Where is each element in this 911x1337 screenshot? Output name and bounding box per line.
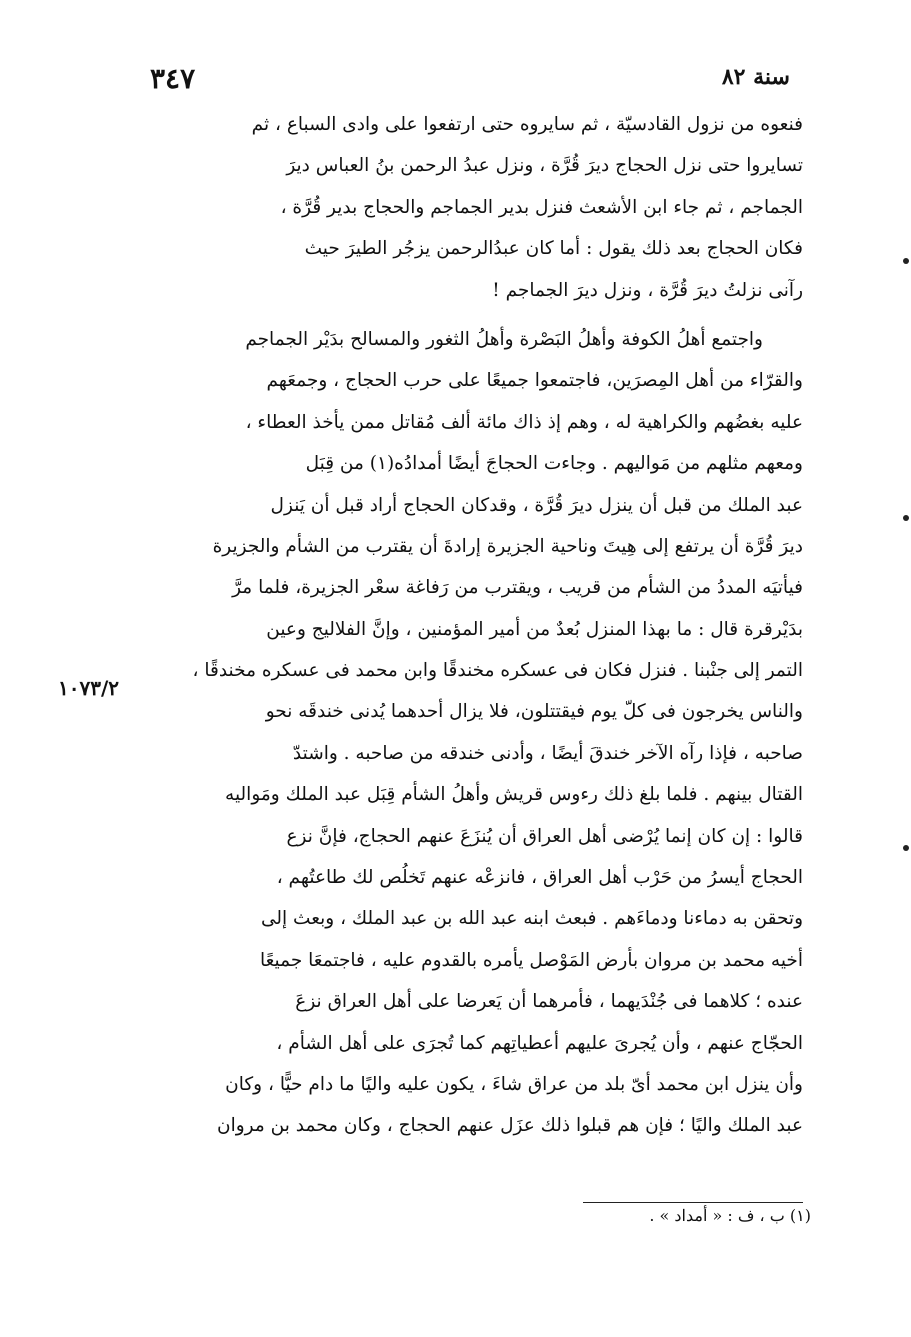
text-line: عبد الملك من قبل أن ينزل ديرَ قُرَّة ، وقدكان الحجاج أراد قبل أن يَنزل — [270, 494, 803, 516]
text-line: قالوا : إن كان إنما يُرْضى أهل العراق أن يُنزَعَ عنهم الحجاج، فإنَّ نزع — [286, 825, 803, 847]
body-text — [153, 104, 803, 1147]
text-line: عنده ؛ كلاهما فى جُنْدَيهما ، فأمرهما أن يَعرضا على أهل العراق نزعَ — [295, 991, 803, 1013]
text-line: فكان الحجاج بعد ذلك يقول : أما كان عبدُالرحمن يزجُر الطيرَ حيث — [304, 238, 803, 260]
text-line: التمر إلى جنْبنا . فنزل فكان فى عسكره مخندقًا وابن محمد فى عسكره مخندقًا ، — [192, 660, 803, 682]
text-line: رآنى نزلتُ ديرَ قُرَّة ، ونزل ديرَ الجماجم ! — [492, 279, 803, 301]
text-line: عليه بغضُهم والكراهية له ، وهم إذ ذاك مائة ألف مُقاتل ممن يأخذ العطاء ، — [245, 411, 803, 433]
text-line: بدَيْرقرة قال : ما بهذا المنزل بُعدٌ من أمير المؤمنين ، وإنَّ الفلاليج وعين — [266, 618, 803, 640]
scan-edge-mark — [903, 258, 909, 264]
text-line: تسايروا حتى نزل الحجاج ديرَ قُرَّة ، ونزل عبدُ الرحمن بنُ العباس ديرَ — [286, 155, 803, 177]
text-line: الجماجم ، ثم جاء ابن الأشعث فنزل بدير الجماجم والحجاج بدير قُرَّة ، — [280, 196, 803, 218]
text-line: وتحقن به دماءنا ودماءَهم . فبعث ابنه عبد الله بن عبد الملك ، وبعث إلى — [260, 908, 803, 930]
text-line: الحجّاج عنهم ، وأن يُجرىَ عليهم أعطياتِهم كما تُجرَى على أهل الشأم ، — [276, 1032, 803, 1054]
footnote: (١) ب ، ف : « أمداد » . — [649, 1206, 811, 1225]
footnote-divider — [583, 1202, 803, 1203]
margin-page-reference: ١٠٧٣/٢ — [58, 676, 120, 700]
text-line: أخيه محمد بن مروان بأرض المَوْصل يأمره بالقدوم عليه ، فاجتمعَا جميعًا — [259, 949, 803, 971]
page-header — [150, 62, 790, 102]
paragraph-2 — [153, 319, 803, 1147]
text-line: والناس يخرجون فى كلّ يوم فيقتتلون، فلا يزال أحدهما يُدنى خندقَه نحو — [265, 701, 803, 723]
text-line: عبد الملك واليًا ؛ فإن هم قبلوا ذلك عزَل عنهم الحجاج ، وكان محمد بن مروان — [217, 1115, 803, 1137]
text-line: فنعوه من نزول القادسيّة ، ثم سايروه حتى ارتفعوا على وادى السباع ، ثم — [251, 114, 803, 135]
text-line: واجتمع أهلُ الكوفة وأهلُ البَصْرة وأهلُ الثغور والمسالح بدَيْر الجماجم — [245, 328, 763, 350]
paragraph-1 — [153, 104, 803, 311]
scan-edge-mark — [903, 845, 909, 851]
scan-edge-mark — [903, 515, 909, 521]
text-line: وأن ينزل ابن محمد أىّ بلد من عراق شاءَ ، يكون عليه واليًا ما دام حيًّا ، وكان — [225, 1073, 803, 1095]
text-line: القتال بينهم . فلما بلغ ذلك رءوس قريش وأهلُ الشأم قِبَل عبد الملك ومَواليه — [225, 784, 803, 806]
running-head-year: سنة ٨٢ — [721, 64, 790, 90]
text-line: صاحبه ، فإذا رآه الآخر خندقَ أيضًا ، وأدنى خندقه من صاحبه . واشتدّ — [292, 742, 803, 764]
text-line: الحجاج أيسرُ من حَرْب أهل العراق ، فانزعْه عنهم تَخلُص لك طاعتُهم ، — [276, 867, 803, 889]
text-line: فيأتيَه المددُ من الشأم من قريب ، ويقترب من رَفاغة سعْر الجزيرة، فلما مرَّ — [232, 577, 803, 599]
text-line: ومعهم مثلهم من مَواليهم . وجاءت الحجاجَ أيضًا أمدادُه(١) من قِبَل — [305, 453, 803, 475]
text-line: والقرّاء من أهل المِصرَين، فاجتمعوا جميعًا على حرب الحجاج ، وجمعَهم — [266, 370, 803, 392]
page-number: ٣٤٧ — [150, 62, 196, 95]
text-line: ديرَ قُرَّة أن يرتفع إلى هِيتَ وناحية الجزيرة إرادةَ أن يقترب من الشأم والجزيرة — [212, 535, 803, 557]
